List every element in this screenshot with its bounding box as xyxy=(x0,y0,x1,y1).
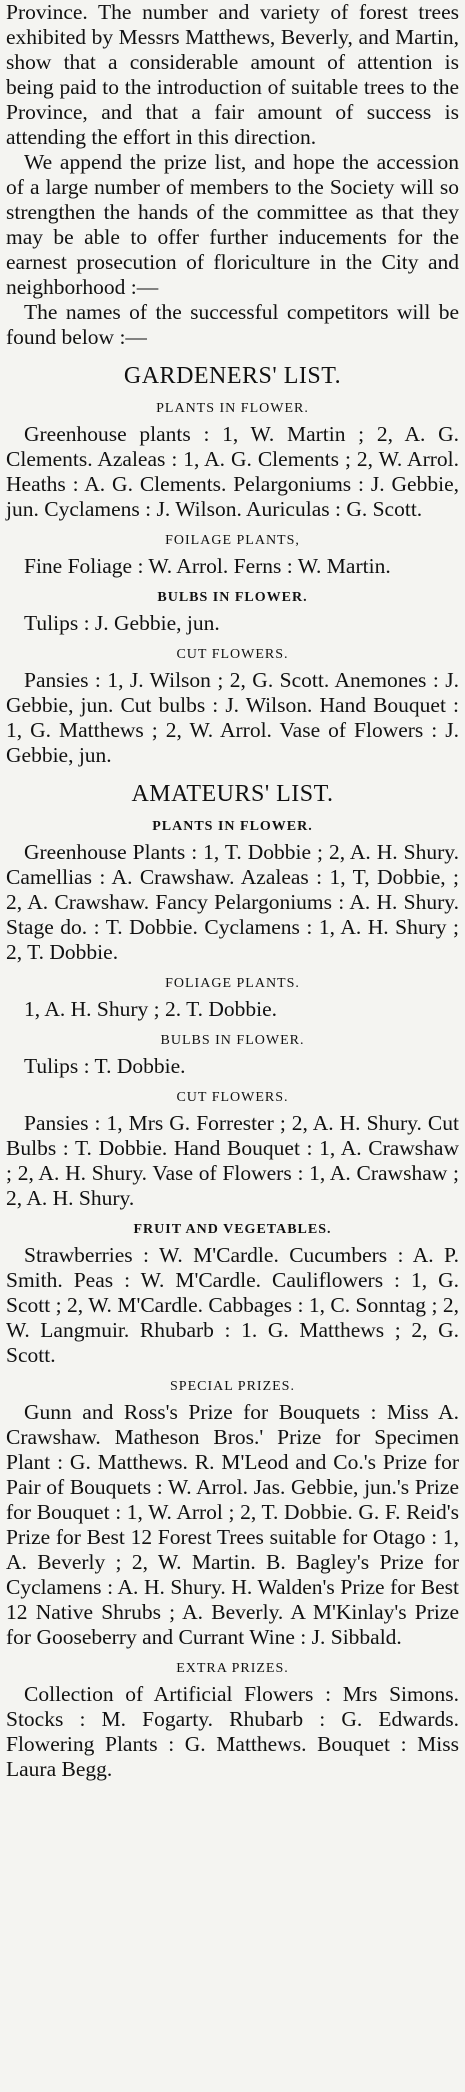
amateurs-bulbs-in-flower-text: Tulips : T. Dobbie. xyxy=(24,1054,186,1078)
intro-paragraph-2: We append the prize list, and hope the accession of a large number of members to the Society will so strengthen the hands of the committee as that they may be able to offer further inducements for the earnest prosecution of floriculture in the City and neighborhood :— xyxy=(6,150,459,299)
amateurs-extra-prizes-heading: EXTRA PRIZES. xyxy=(176,1661,289,1676)
gardeners-bulbs-in-flower-text: Tulips : J. Gebbie, jun. xyxy=(24,611,220,635)
amateurs-cut-flowers-heading: CUT FLOWERS. xyxy=(176,1090,289,1105)
amateurs-fruit-and-vegetables-heading: FRUIT AND VEGETABLES. xyxy=(133,1222,332,1237)
gardeners-plants-in-flower-text: Greenhouse plants : 1, W. Martin ; 2, A. G. Clements. Azaleas : 1, A. G. Clements ; 2, W. Arrol. Heaths : A. G. Clements. Pelargoniums : J. Gebbie, jun. Cyclamens : J. Wilson. Auriculas : G. Scott. xyxy=(6,422,459,521)
intro-paragraph-3: The names of the successful competitors will be found below :— xyxy=(6,300,459,349)
gardeners-foliage-plants-text: Fine Foliage : W. Arrol. Ferns : W. Martin. xyxy=(24,554,391,578)
amateurs-special-prizes-text: Gunn and Ross's Prize for Bouquets : Miss A. Crawshaw. Matheson Bros.' Prize for Specimen Plant : G. Matthews. R. M'Leod and Co.'s Prize for Pair of Bouquets : W. Arrol. Jas. Gebbie, jun.'s Prize for Bouquet : 1, W. Arrol ; 2, T. Dobbie. G. F. Reid's Prize for Best 12 Forest Trees suitable for Otago : 1, A. Beverly ; 2, W. Martin. B. Bagley's Prize for Cyclamens : A. H. Shury. H. Walden's Prize for Best 12 Native Shrubs ; A. Beverly. A M'Kinlay's Prize for Gooseberry and Currant Wine : J. Sibbald. xyxy=(6,1400,459,1649)
amateurs-foliage-plants-heading: FOLIAGE PLANTS. xyxy=(165,976,300,991)
intro-paragraph-1: Province. The number and variety of forest trees exhibited by Messrs Matthews, Beverly, and Martin, show that a considerable amount of attention is being paid to the introduction of suitable trees to the Province, and that a fair amount of success is attending the effort in this direction. xyxy=(6,0,459,149)
gardeners-cut-flowers-text: Pansies : 1, J. Wilson ; 2, G. Scott. Anemones : J. Gebbie, jun. Cut bulbs : J. Wilson. Hand Bouquet : 1, G. Matthews ; 2, W. Arrol. Vase of Flowers : J. Gebbie, jun. xyxy=(6,668,459,767)
gardeners-plants-in-flower-heading: PLANTS IN FLOWER. xyxy=(156,401,309,416)
amateurs-bulbs-in-flower-heading: BULBS IN FLOWER. xyxy=(160,1033,305,1048)
amateurs-fruit-and-vegetables-text: Strawberries : W. M'Cardle. Cucumbers : A. P. Smith. Peas : W. M'Cardle. Cauliflowers : 1, G. Scott ; 2, W. M'Cardle. Cabbages : 1, C. Sonntag ; 2, W. Langmuir. Rhubarb : 1. G. Matthews ; 2, G. Scott. xyxy=(6,1243,459,1367)
amateurs-extra-prizes-text: Collection of Artificial Flowers : Mrs Simons. Stocks : M. Fogarty. Rhubarb : G. Edwards. Flowering Plants : G. Matthews. Bouquet : Miss Laura Begg. xyxy=(6,1682,459,1781)
amateurs-list-heading: AMATEURS' LIST. xyxy=(131,781,334,807)
gardeners-bulbs-in-flower-heading: BULBS IN FLOWER. xyxy=(157,590,308,605)
gardeners-cut-flowers-heading: CUT FLOWERS. xyxy=(176,647,289,662)
amateurs-plants-in-flower-heading: PLANTS IN FLOWER. xyxy=(152,819,313,834)
amateurs-special-prizes-heading: SPECIAL PRIZES. xyxy=(170,1379,295,1394)
gardeners-list-heading: GARDENERS' LIST. xyxy=(123,363,342,389)
amateurs-cut-flowers-text: Pansies : 1, Mrs G. Forrester ; 2, A. H. Shury. Cut Bulbs : T. Dobbie. Hand Bouquet : 1, A. Crawshaw ; 2, A. H. Shury. Vase of Flowers : 1, A. Crawshaw ; 2, A. H. Shury. xyxy=(6,1111,459,1210)
gardeners-foliage-plants-heading: FOILAGE PLANTS, xyxy=(165,533,300,548)
amateurs-plants-in-flower-text: Greenhouse Plants : 1, T. Dobbie ; 2, A. H. Shury. Camellias : A. Crawshaw. Azaleas : 1, T, Dobbie, ; 2, A. Crawshaw. Fancy Pelargoniums : A. H. Shury. Stage do. : T. Dobbie. Cyclamens : 1, A. H. Shury ; 2, T. Dobbie. xyxy=(6,840,459,964)
amateurs-foliage-plants-text: 1, A. H. Shury ; 2. T. Dobbie. xyxy=(24,997,278,1021)
